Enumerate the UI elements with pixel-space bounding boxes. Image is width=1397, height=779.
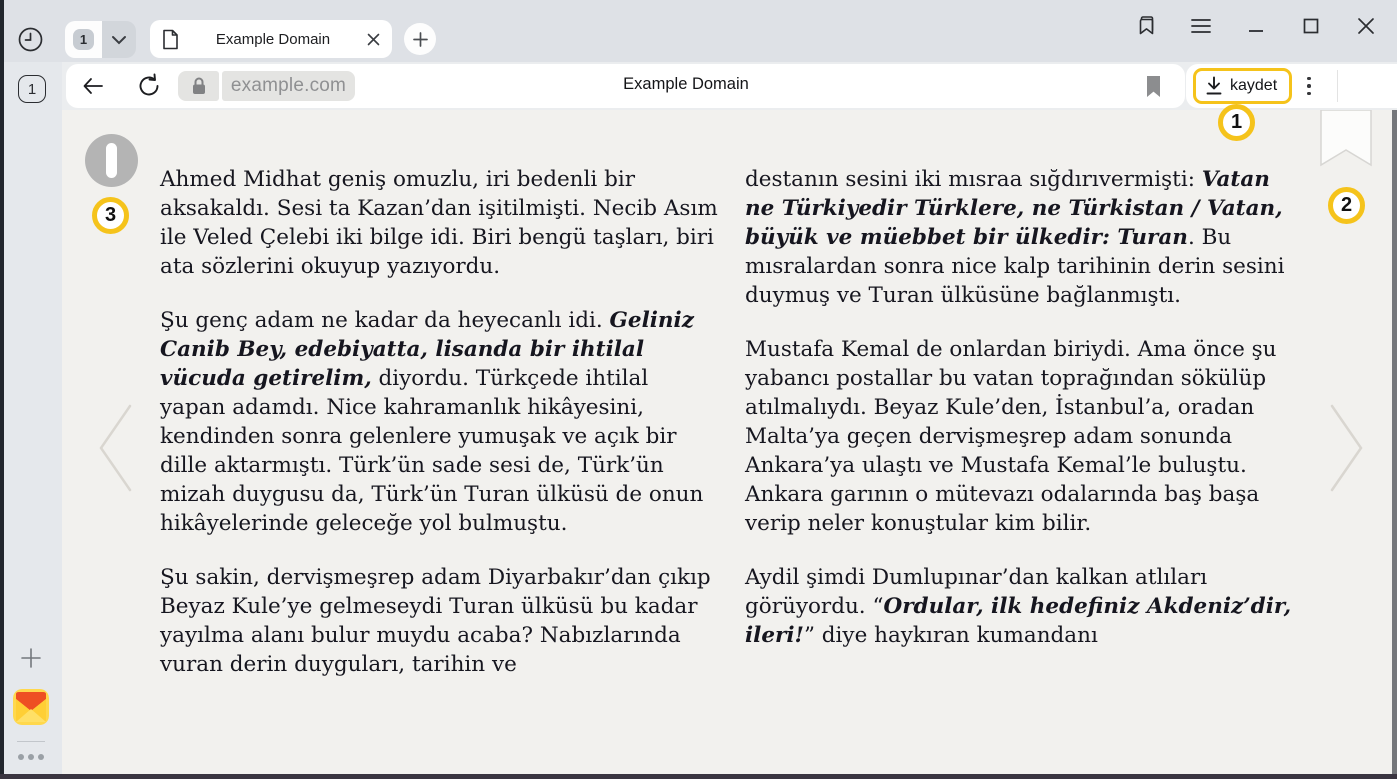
- toolbar-separator: [1337, 70, 1338, 102]
- paragraph: [745, 563, 1303, 650]
- tab-close-button[interactable]: [367, 33, 380, 46]
- sidebar-divider: [17, 741, 45, 742]
- listen-button[interactable]: [85, 134, 138, 187]
- download-arrow-icon: [1205, 76, 1223, 96]
- text-segment-emphasis: Vatan ne Türkiyedir Türklere, ne Türkistan / Vatan, büyük ve müebbet bir ülkedir: Turan: [745, 167, 1283, 250]
- text-segment: destanın sesini iki mısraa sığdırıvermişti:: [745, 167, 1202, 192]
- page-icon: [162, 29, 179, 50]
- history-button[interactable]: [16, 25, 44, 53]
- text-segment-emphasis: Geliniz Canib Bey, edebiyatta, lisanda bir ihtilal vücuda getirelim,: [160, 308, 694, 391]
- save-button-label: kaydet: [1230, 77, 1278, 94]
- tab-title: Example Domain: [215, 30, 331, 48]
- paragraph: [160, 165, 718, 281]
- menu-button[interactable]: [1186, 11, 1216, 41]
- annotation-marker-1: 1: [1218, 104, 1255, 141]
- new-tab-button[interactable]: [404, 23, 436, 55]
- save-more-options-button[interactable]: [1296, 72, 1322, 100]
- site-security-chip[interactable]: [178, 71, 219, 101]
- padlock-icon: [190, 76, 208, 96]
- chevron-down-icon: [111, 35, 127, 45]
- back-button[interactable]: [80, 73, 106, 99]
- domain-text: example.com: [230, 75, 347, 96]
- dual-bookmark-icon: [1133, 13, 1159, 39]
- text-column-left: [160, 165, 718, 704]
- tab-bar: [0, 0, 1397, 62]
- paragraph: [160, 306, 718, 538]
- chevron-right-icon: [1322, 402, 1370, 494]
- hamburger-icon: [1190, 17, 1212, 35]
- maximize-icon: [1301, 16, 1321, 36]
- sidebar-add-button[interactable]: [17, 644, 45, 672]
- plus-icon: [413, 32, 428, 47]
- save-button[interactable]: [1193, 68, 1292, 104]
- text-segment: ” diye haykıran kumandanı: [803, 623, 1098, 648]
- previous-page-button[interactable]: [92, 402, 140, 494]
- close-icon: [1356, 16, 1376, 36]
- collections-button[interactable]: [1131, 11, 1161, 41]
- text-segment: Aydil şimdi Dumlupınar’dan kalkan atlıları görüyordu. “: [745, 565, 1208, 619]
- address-bar[interactable]: [66, 64, 1185, 108]
- paragraph: [745, 335, 1303, 538]
- bookmark-flag-button[interactable]: [1140, 73, 1166, 99]
- next-page-button[interactable]: [1322, 402, 1370, 494]
- close-window-button[interactable]: [1351, 11, 1381, 41]
- text-segment: diyordu. Türkçede ihtilal yapan adamdı. Nice kahramanlık hikâyesini, kendinden sonra gelenlere yumuşak ve açık bir dille aktarmıştı. Türk’ün sade sesi de, Türk’ün mizah duygusu da, Türk’ün Turan ülküsü de onun hikâyelerinde geleceğe yol bulmuştu.: [160, 366, 704, 536]
- minimize-button[interactable]: [1241, 11, 1271, 41]
- flag-icon: [1145, 75, 1162, 98]
- paragraph: [745, 165, 1303, 310]
- reload-button[interactable]: [136, 73, 162, 99]
- clock-icon: [17, 26, 44, 53]
- sidebar: [0, 62, 62, 779]
- browser-tab[interactable]: [150, 20, 392, 58]
- window-edge-right: [1392, 110, 1397, 774]
- text-segment: Mustafa Kemal de onlardan biriydi. Ama önce şu yabancı postallar bu vatan toprağından sökülüp atılmalıydı. Beyaz Kule’den, İstanbul’a, oradan Malta’ya geçen dervişmeşrep adam sonunda Ankara’ya ulaştı ve Mustafa Kemal’le buluştu. Ankara garının o mütevazı odalarında baş başa verip neler konuştular kim bilir.: [745, 337, 1277, 536]
- domain-chip[interactable]: [222, 71, 355, 101]
- toolbar-right-group: [1186, 64, 1397, 108]
- text-segment: Ahmed Midhat geniş omuzlu, iri bedenli bir aksakaldı. Sesi ta Kazan’dan işitilmişti. Necib Asım ile Veled Çelebi iki bilge idi. Biri bengü taşları, biri ata sözlerini okuyup yazıyordu.: [160, 167, 718, 279]
- chevron-left-icon: [92, 402, 140, 494]
- tab-group-count-button[interactable]: [65, 21, 102, 58]
- text-segment-emphasis: Ordular, ilk hedefiniz Akdeniz’dir, ileri!: [745, 594, 1292, 648]
- annotation-marker-2: 2: [1328, 187, 1365, 224]
- sidebar-more-button[interactable]: [17, 750, 45, 764]
- annotation-marker-3: 3: [92, 197, 129, 234]
- text-column-right: [745, 165, 1303, 675]
- mail-app-icon[interactable]: [13, 689, 49, 725]
- tab-count-badge: 1: [73, 29, 94, 50]
- paragraph: [160, 563, 718, 679]
- plus-icon: [20, 647, 42, 669]
- workspace-button[interactable]: [18, 75, 46, 103]
- text-segment: . Bu mısralardan sonra nice kalp tarihinin derin sesini duymuş ve Turan ülküsüne bağlanmıştı.: [745, 225, 1285, 308]
- window-edge-left: [0, 0, 4, 779]
- bookmark-ribbon-icon[interactable]: [1320, 110, 1372, 167]
- minimize-icon: [1246, 16, 1266, 36]
- reader-view: [62, 110, 1397, 774]
- window-edge-bottom: [0, 774, 1397, 779]
- tab-group-control: [65, 21, 136, 58]
- maximize-button[interactable]: [1296, 11, 1326, 41]
- text-segment: Şu sakin, dervişmeşrep adam Diyarbakır’dan çıkıp Beyaz Kule’ye gelmeseydi Turan ülküsü bu kadar yayılma alanı bulur muydu acaba? Nabızlarında vuran derin duyguları, tarihin ve: [160, 565, 711, 677]
- vertical-bar-icon: [106, 143, 117, 178]
- reload-icon: [136, 73, 162, 99]
- workspace-number: 1: [27, 80, 37, 98]
- tab-group-expand-button[interactable]: [102, 21, 136, 58]
- toolbar: [62, 62, 1397, 110]
- text-segment: Şu genç adam ne kadar da heyecanlı idi.: [160, 308, 610, 333]
- page-title: Example Domain: [623, 75, 749, 93]
- arrow-left-icon: [80, 73, 106, 99]
